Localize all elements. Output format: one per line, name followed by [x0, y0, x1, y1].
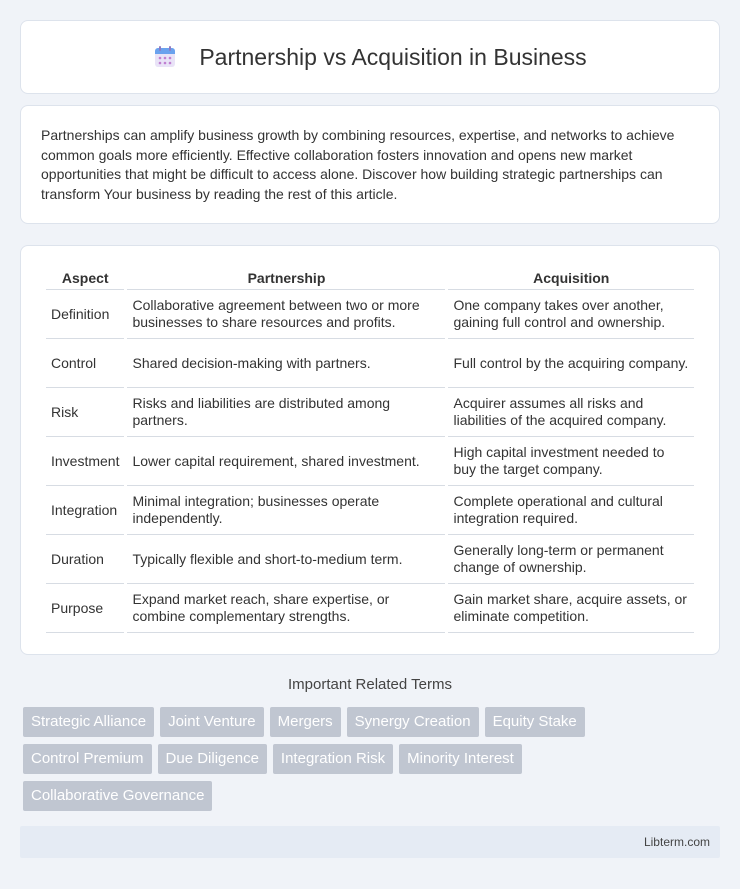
aspect-cell: Duration — [46, 535, 124, 584]
term-tag[interactable]: Mergers — [270, 707, 341, 737]
table-row — [46, 388, 694, 437]
term-tag[interactable]: Joint Venture — [160, 707, 264, 737]
aspect-cell: Definition — [46, 290, 124, 339]
term-tag[interactable]: Collaborative Governance — [23, 781, 212, 811]
table-row — [46, 486, 694, 535]
header-acquisition: Acquisition — [448, 266, 694, 290]
intro-text: Partnerships can amplify business growth by combining resources, expertise, and networks to achieve common goals more efficiently. Effective collaboration fosters innovation and opens new market opportunities that might be difficult to access alone. Discover how building strategic partnerships can transform Your business by reading the rest of this article. — [41, 127, 675, 202]
acquisition-cell: Complete operational and cultural integration required. — [448, 486, 694, 535]
term-tag[interactable]: Synergy Creation — [347, 707, 479, 737]
header-card — [20, 20, 720, 94]
aspect-cell: Investment — [46, 437, 124, 486]
partnership-cell: Typically flexible and short-to-medium term. — [127, 535, 445, 584]
comparison-table — [43, 266, 697, 633]
partnership-cell: Collaborative agreement between two or more businesses to share resources and profits. — [127, 290, 445, 339]
aspect-cell: Risk — [46, 388, 124, 437]
table-row — [46, 339, 694, 388]
intro-card — [20, 105, 720, 224]
footer — [20, 826, 720, 858]
table-header-row — [46, 266, 694, 290]
table-row — [46, 535, 694, 584]
aspect-cell: Integration — [46, 486, 124, 535]
partnership-cell: Risks and liabilities are distributed among partners. — [127, 388, 445, 437]
aspect-cell: Control — [46, 339, 124, 388]
header-aspect: Aspect — [46, 266, 124, 290]
term-tag[interactable]: Due Diligence — [158, 744, 267, 774]
related-terms-list — [23, 707, 723, 818]
related-terms-title: Important Related Terms — [288, 676, 452, 693]
partnership-cell: Lower capital requirement, shared investment. — [127, 437, 445, 486]
header-partnership: Partnership — [127, 266, 445, 290]
term-tag[interactable]: Control Premium — [23, 744, 152, 774]
term-tag[interactable]: Equity Stake — [485, 707, 585, 737]
term-tag[interactable]: Integration Risk — [273, 744, 393, 774]
term-tag[interactable]: Minority Interest — [399, 744, 522, 774]
aspect-cell: Purpose — [46, 584, 124, 633]
acquisition-cell: Gain market share, acquire assets, or eliminate competition. — [448, 584, 694, 633]
acquisition-cell: Acquirer assumes all risks and liabilities of the acquired company. — [448, 388, 694, 437]
acquisition-cell: High capital investment needed to buy the target company. — [448, 437, 694, 486]
table-row — [46, 584, 694, 633]
acquisition-cell: Full control by the acquiring company. — [448, 339, 694, 388]
page-title: Partnership vs Acquisition in Business — [199, 43, 587, 70]
table-row — [46, 437, 694, 486]
acquisition-cell: Generally long-term or permanent change of ownership. — [448, 535, 694, 584]
partnership-cell: Minimal integration; businesses operate independently. — [127, 486, 445, 535]
calendar-icon — [153, 45, 177, 69]
partnership-cell: Shared decision-making with partners. — [127, 339, 445, 388]
acquisition-cell: One company takes over another, gaining full control and ownership. — [448, 290, 694, 339]
term-tag[interactable]: Strategic Alliance — [23, 707, 154, 737]
table-row — [46, 290, 694, 339]
footer-brand-link[interactable]: Libterm.com — [643, 835, 710, 849]
comparison-card — [20, 245, 720, 655]
partnership-cell: Expand market reach, share expertise, or combine complementary strengths. — [127, 584, 445, 633]
